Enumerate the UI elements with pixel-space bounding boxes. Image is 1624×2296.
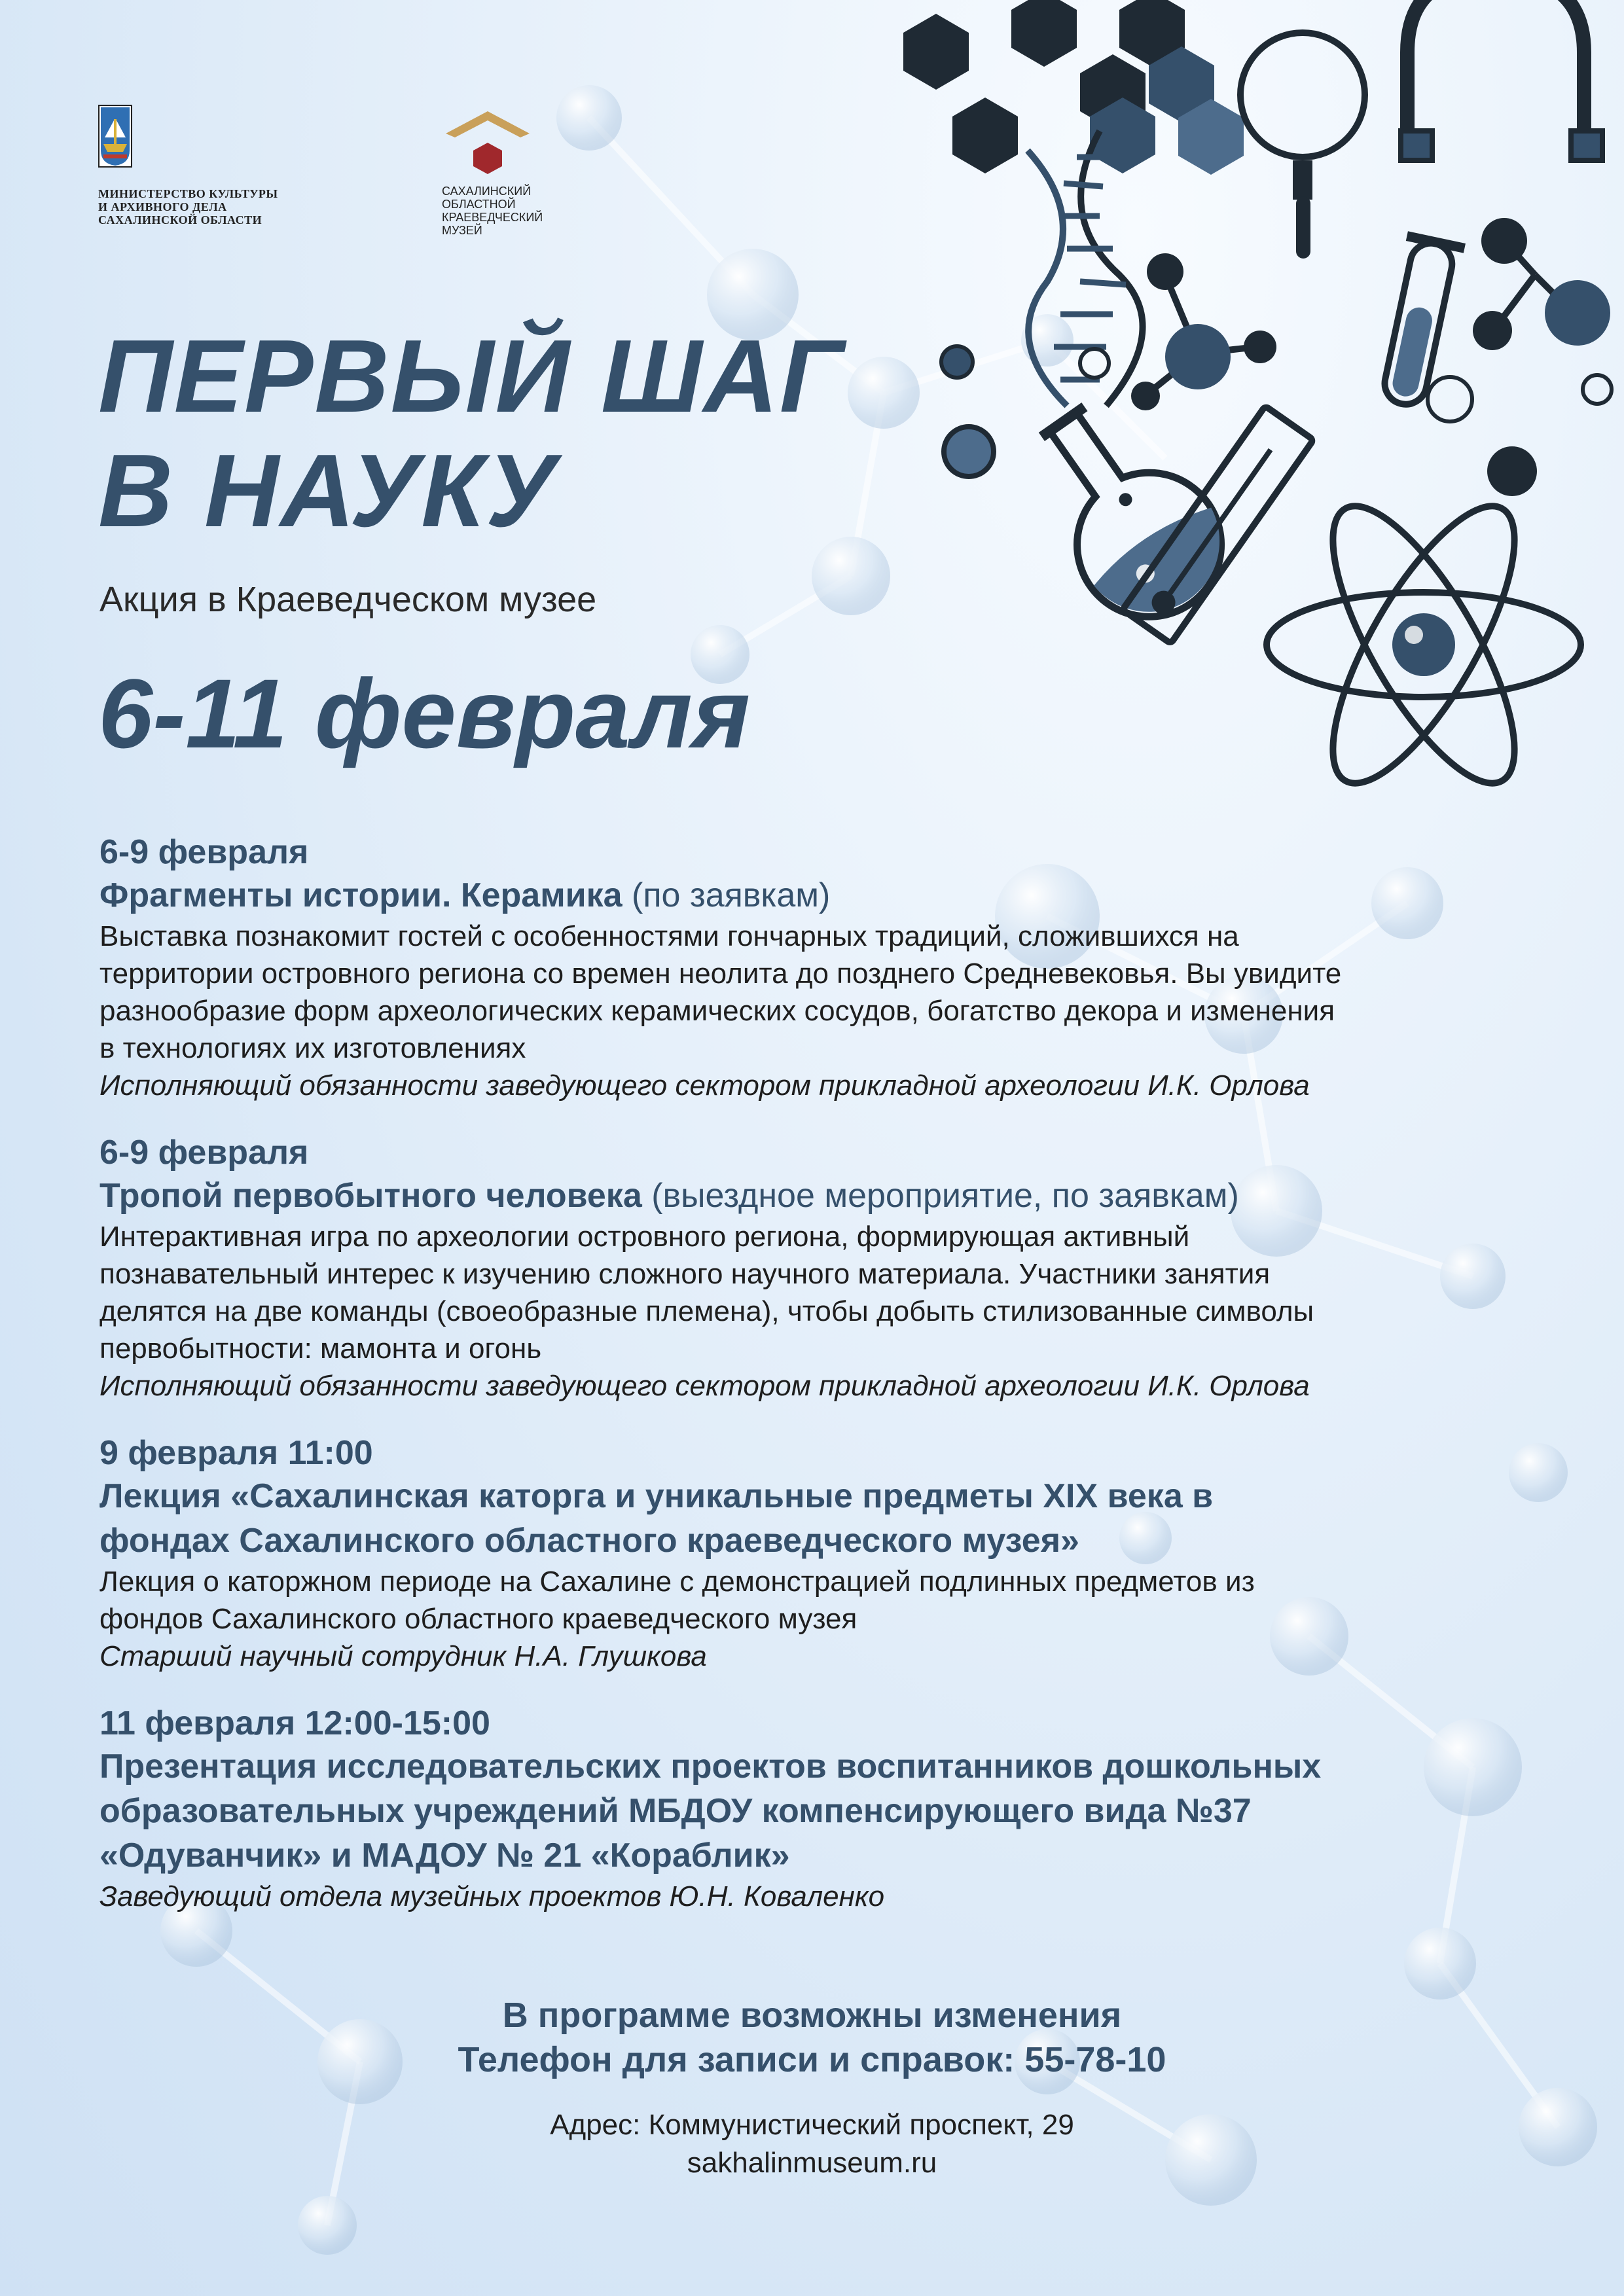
- event-author: Исполняющий обязанности заведующего сектором прикладной археологии И.К. Орлова: [99, 1069, 1310, 1102]
- magnet-pole-right-icon: [1571, 131, 1602, 160]
- bubble-icon: [941, 346, 973, 378]
- event-item: [99, 1132, 1540, 1405]
- event-note: (по заявкам): [622, 876, 831, 914]
- description-line: Интерактивная игра по археологии островного региона, формирующая активный: [99, 1221, 1190, 1253]
- title-line: фондах Сахалинского областного краеведческого музея»: [99, 1522, 1079, 1560]
- event-date: 6-9 февраля: [99, 1134, 309, 1172]
- event-item: [99, 1702, 1540, 1915]
- event-title: [99, 1174, 1540, 1218]
- changes-notice: В программе возможны изменения: [502, 1996, 1122, 2035]
- science-illustration: [903, 0, 1624, 818]
- footer-notice: [0, 1993, 1624, 2082]
- ministry-name-line: МИНИСТЕРСТВО КУЛЬТУРЫ: [98, 187, 278, 200]
- molecule-icon: [1080, 253, 1276, 410]
- atom-nucleus-icon: [1392, 613, 1455, 676]
- ministry-name-line: И АРХИВНОГО ДЕЛА: [98, 200, 227, 213]
- event-description: [99, 1563, 1540, 1638]
- title-line: Лекция «Сахалинская каторга и уникальные предметы XIX века в: [99, 1477, 1214, 1515]
- description-line: Выставка познакомит гостей с особенностями гончарных традиций, сложившихся на: [99, 920, 1239, 952]
- events-list: [99, 831, 1540, 1943]
- description-line: разнообразие форм археологических керамических сосудов, богатство декора и изменения: [99, 995, 1335, 1027]
- coat-of-arms-icon: [98, 105, 132, 168]
- museum-logo: [442, 105, 638, 237]
- museum-name-line: КРАЕВЕДЧЕСКИЙ: [442, 211, 543, 224]
- description-line: познавательный интерес к изучению сложного научного материала. Участники занятия: [99, 1258, 1271, 1290]
- description-line: Лекция о каторжном периоде на Сахалине с демонстрацией подлинных предметов из: [99, 1566, 1255, 1598]
- magnet-pole-left-icon: [1401, 131, 1432, 160]
- test-tube-icon: [1373, 231, 1466, 410]
- description-line: фондов Сахалинского областного краеведческого музея: [99, 1603, 857, 1635]
- description-line: первобытности: мамонта и огонь: [99, 1333, 542, 1365]
- phone-info: Телефон для записи и справок: 55-78-10: [458, 2040, 1166, 2079]
- bubble-icon: [944, 427, 994, 476]
- ministry-name-line: САХАЛИНСКОЙ ОБЛАСТИ: [98, 213, 262, 226]
- event-author: Старший научный сотрудник Н.А. Глушкова: [99, 1640, 707, 1672]
- title-line: «Одуванчик» и МАДОУ № 21 «Кораблик»: [99, 1837, 790, 1874]
- description-line: в технологиях их изготовлениях: [99, 1032, 526, 1064]
- title-line: Презентация исследовательских проектов воспитанников дошкольных: [99, 1748, 1322, 1785]
- event-description: [99, 1218, 1540, 1367]
- event-date: 6-9 февраля: [99, 833, 309, 871]
- museum-name-line: ОБЛАСТНОЙ: [442, 198, 516, 211]
- hexagon-cluster-icon: [903, 0, 1244, 175]
- website-link[interactable]: sakhalinmuseum.ru: [687, 2147, 937, 2179]
- event-date: 9 февраля 11:00: [99, 1434, 373, 1472]
- title-line: В НАУКУ: [98, 433, 558, 548]
- museum-mark-icon: [442, 105, 533, 177]
- event-title: [99, 1474, 1540, 1563]
- event-title-text: Фрагменты истории. Керамика: [99, 876, 623, 914]
- title-line: образовательных учреждений МБДОУ компенсирующего вида №37: [99, 1792, 1252, 1830]
- address: Адрес: Коммунистический проспект, 29: [550, 2109, 1074, 2141]
- page-title: [98, 319, 884, 548]
- museum-name-line: САХАЛИНСКИЙ: [442, 185, 532, 198]
- event-title-text: Тропой первобытного человека: [99, 1177, 642, 1215]
- event-title: [99, 1744, 1540, 1878]
- event-date: 11 февраля 12:00-15:00: [99, 1704, 490, 1742]
- event-dates: 6-11 февраля: [98, 658, 751, 768]
- magnifier-icon: [1240, 33, 1365, 259]
- event-author: Заведующий отдела музейных проектов Ю.Н. Коваленко: [99, 1880, 885, 1912]
- footer-contacts: [0, 2106, 1624, 2182]
- dna-icon: [1028, 131, 1143, 406]
- event-description: [99, 918, 1540, 1067]
- title-line: ПЕРВЫЙ ШАГ: [98, 319, 844, 434]
- museum-name-line: МУЗЕЙ: [442, 224, 482, 237]
- description-line: территории островного региона со времен неолита до позднего Средневековья. Вы увидите: [99, 958, 1342, 990]
- event-note: (выездное мероприятие, по заявкам): [641, 1177, 1239, 1215]
- event-item: [99, 1432, 1540, 1675]
- description-line: делятся на две команды (своеобразные племена), чтобы добыть стилизованные символы: [99, 1295, 1314, 1327]
- atom-highlight-icon: [1405, 626, 1423, 644]
- ministry-logo: [98, 105, 334, 226]
- event-item: [99, 831, 1540, 1104]
- page-subtitle: Акция в Краеведческом музее: [99, 580, 597, 619]
- molecule-small-icon: [1428, 218, 1612, 496]
- event-author: Исполняющий обязанности заведующего сектором прикладной археологии И.К. Орлова: [99, 1370, 1310, 1402]
- event-title: [99, 873, 1540, 918]
- header-logos: [98, 105, 687, 262]
